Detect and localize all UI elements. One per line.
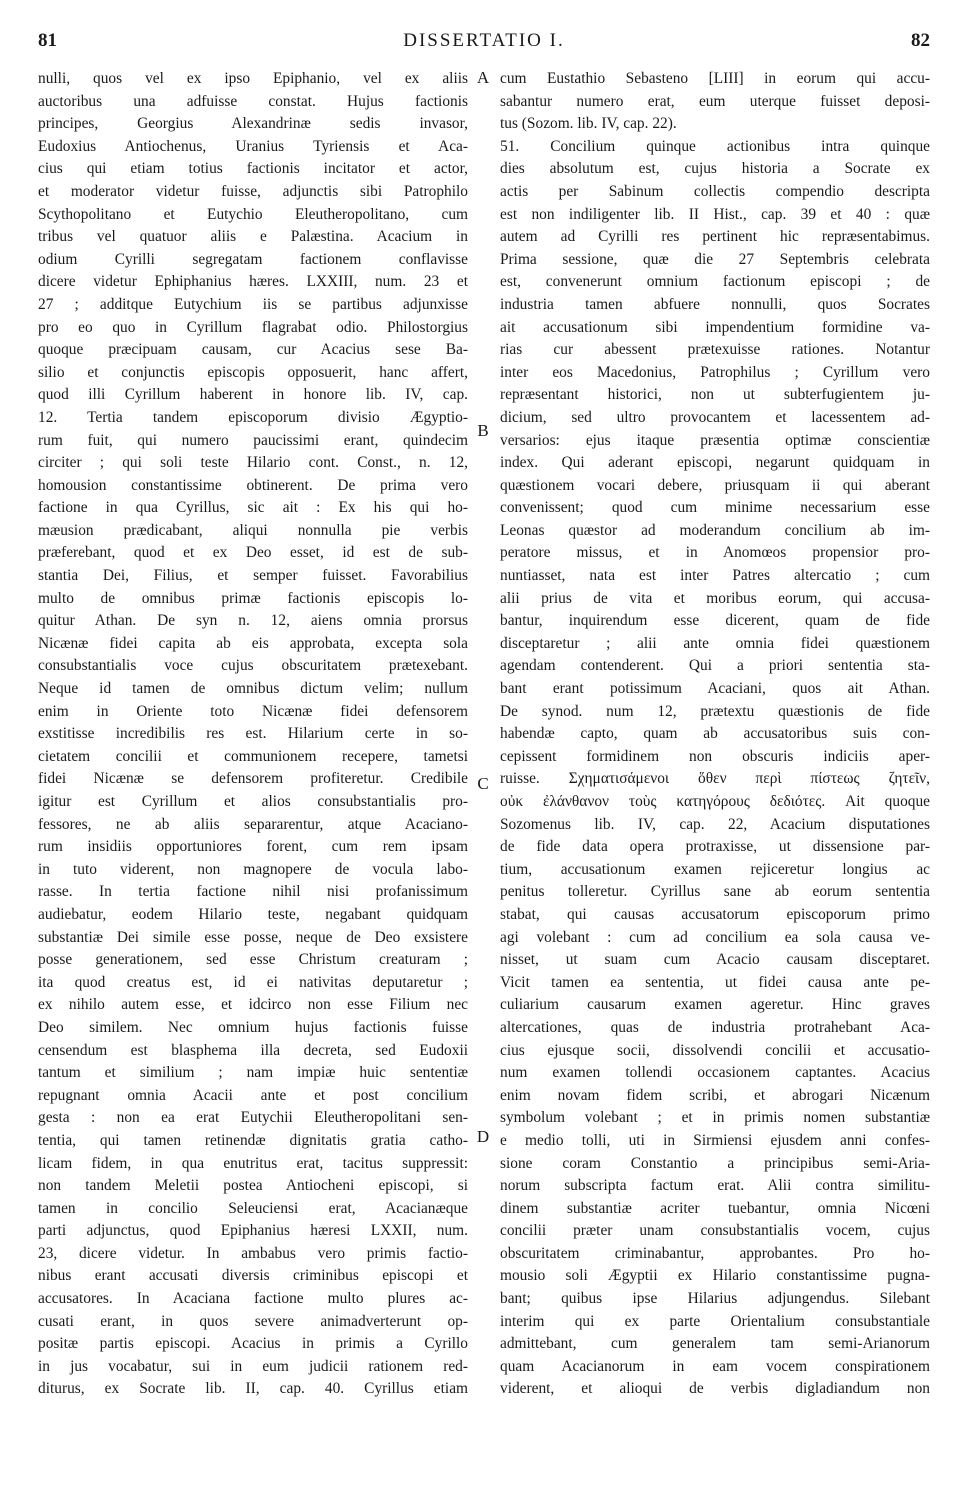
- text-line: concilii præter unam consubstantialis vocem, cujus: [500, 1222, 930, 1240]
- text-line: interim qui ex parte Orientalium consubstantiale: [500, 1312, 930, 1330]
- text-line: fessores, ne ab aliis separarentur, atque Acaciano-: [38, 815, 468, 833]
- text-line: bant; quibus ipse Hilarius adjungendus. Silebant: [500, 1290, 930, 1308]
- text-line: alii prius de vita et moribus eorum, qui accusa-: [500, 589, 930, 607]
- text-line: sabantur numero erat, eum uterque fuisset deposi-: [500, 92, 930, 110]
- text-line: diturus, ex Socrate lib. II, cap. 40. Cyrillus etiam: [38, 1380, 468, 1398]
- text-line: tantum et similium ; nam impiæ huic sententiæ: [38, 1064, 468, 1082]
- text-line: enim in Oriente toto Nicænæ fidei defensorem: [38, 702, 468, 720]
- text-line: igitur est Cyrillum et alios consubstantialis pro-: [38, 793, 468, 810]
- text-line: οὐκ ἐλάνθανον τοὺς κατηγόρους δεδιότες. Ait quoque: [500, 793, 930, 810]
- text-line: pro eo quo in Cyrillum flagrabat odio. Philostorgius: [38, 318, 468, 336]
- text-line: repugnant omnia Acacii ante et post concilium: [38, 1086, 468, 1104]
- text-line: altercationes, quas de industria protrahebant Aca-: [500, 1018, 930, 1036]
- text-line: stabat, qui causas accusatorum episcoporum primo: [500, 905, 930, 923]
- text-line: cum Eustathio Sebasteno [LIII] in eorum qui accu-: [500, 70, 930, 87]
- text-line: accusatores. In Acaciana factione multo plures ac-: [38, 1290, 468, 1308]
- text-line: odium Cyrilli segregatam factionem conflavisse: [38, 250, 468, 268]
- text-line: cius qui etiam totius factionis incitator et actor,: [38, 160, 468, 178]
- text-line: positæ partis episcopi. Acacius in primis a Cyrillo: [38, 1335, 468, 1353]
- text-line: agendam contenderent. Qui a priori sententia sta-: [500, 657, 930, 675]
- text-line: agi volebant : cum ad concilium ea sola causa ve-: [500, 928, 930, 946]
- text-line: nuntiasset, nata est inter Patres altercatio ; cum: [500, 567, 930, 585]
- text-line: quod illi Cyrillum haberent in honore lib. IV, cap.: [38, 386, 468, 404]
- text-line: Deo similem. Nec omnium hujus factionis fuisse: [38, 1018, 468, 1036]
- margin-marker-d: D: [476, 1127, 490, 1146]
- text-line: inter eos Macedonius, Patrophilus ; Cyrillum vero: [500, 363, 930, 381]
- text-line: 51. Concilium quinque actionibus intra quinque: [500, 137, 930, 155]
- text-line: ruisse. Σχηματισάμενοι ὅθεν περὶ πίστεως ζητεῖν,: [500, 770, 930, 788]
- text-line: admittebant, cum generalem tam semi-Arianorum: [500, 1335, 930, 1353]
- text-line: de fide data opera protraxisse, ut dissensione par-: [500, 838, 930, 856]
- right-page-number: 82: [911, 30, 930, 51]
- text-line: 23, dicere videtur. In ambabus vero primis factio-: [38, 1244, 468, 1262]
- text-line: exstitisse incredibilis res est. Hilarium certe in so-: [38, 725, 468, 743]
- text-line: licam fidem, in qua enutritus erat, tacitus suppressit:: [38, 1154, 468, 1172]
- text-line: cietatem concilii et communionem recepere, tametsi: [38, 747, 468, 765]
- text-line: tribus vel quatuor aliis e Palæstina. Acacium in: [38, 228, 468, 246]
- text-line: rasse. In tertia factione nihil nisi profanissimum: [38, 883, 468, 901]
- running-title: DISSERTATIO I.: [403, 30, 565, 51]
- text-line: tium, accusationum examen rejiceretur longius ac: [500, 860, 930, 878]
- text-line: consubstantialis voce cujus obscuritatem prætexebant.: [38, 657, 468, 675]
- text-line: dicium, sed ultro provocantem et lacessentem ad-: [500, 408, 930, 426]
- text-line: tus (Sozom. lib. IV, cap. 22).: [500, 115, 677, 133]
- text-line: Neque id tamen de omnibus dictum velim; nullum: [38, 680, 468, 698]
- text-line: index. Qui aderant episcopi, negarunt quidquam in: [500, 454, 930, 472]
- text-line: stantia Dei, Filius, et semper fuisset. Favorabilius: [38, 567, 468, 585]
- text-line: ita quod creatus est, id ei nativitas deputaretur ;: [38, 973, 468, 991]
- text-line: convenissent; quod cum minime necessarium esse: [500, 499, 930, 517]
- text-line: 12. Tertia tandem episcoporum divisio Ægyptio-: [38, 408, 468, 426]
- text-line: cepissent formidinem non obscuris indiciis aper-: [500, 747, 930, 765]
- text-line: homousion constantissime obtinerent. De prima vero: [38, 476, 468, 494]
- text-line: posse generationem, sed esse Christum creaturam ;: [38, 951, 468, 969]
- text-line: Leonas quæstor ad moderandum concilium ab im-: [500, 521, 930, 539]
- text-line: nisset, ut suam cum Acacio causam disceptaret.: [500, 951, 930, 969]
- text-line: dies absolutum est, cujus historia a Socrate ex: [500, 160, 930, 178]
- text-line: cius ejusque socii, dissolvendi concilii et accusatio-: [500, 1041, 930, 1059]
- text-line: symbolum volebant ; et in primis nomen substantiæ: [500, 1109, 930, 1127]
- text-line: disceptaretur ; alii ante omnia fidei quæstionem: [500, 634, 930, 652]
- text-line: versarios: ejus itaque præsentia optimæ conscientiæ: [500, 431, 930, 449]
- text-line: tamen in concilio Seleuciensi erat, Acacianæque: [38, 1199, 468, 1217]
- text-line: Nicænæ fidei capita ab eis approbata, excepta sola: [38, 634, 468, 652]
- text-line: censendum est blasphema illa decreta, sed Eudoxii: [38, 1041, 468, 1059]
- text-line: Eudoxius Antiochenus, Uranius Tyriensis et Aca-: [38, 137, 468, 155]
- text-line: gesta : non ea erat Eutychii Eleutheropolitani sen-: [38, 1109, 468, 1127]
- text-line: circiter ; qui soli teste Hilario cont. Const., n. 12,: [38, 454, 468, 472]
- text-line: repræsentant historici, non ut subterfugientem ju-: [500, 386, 930, 404]
- text-line: fidei Nicænæ se defensorem profiteretur. Credibile: [38, 770, 468, 788]
- text-line: quoque præcipuam causam, cur Acacius sese Ba-: [38, 341, 468, 359]
- text-line: penitus tolleretur. Cyrillus sane ab eorum sententia: [500, 883, 930, 901]
- text-line: norum subscripta factum erat. Alii contra similitu-: [500, 1177, 930, 1195]
- text-line: peratore missus, et in Anomœos propensior pro-: [500, 544, 930, 562]
- text-line: parti adjunctus, quod Epiphanius hæresi LXXII, num.: [38, 1222, 468, 1240]
- text-line: ait accusationum sibi impendentium formidine va-: [500, 318, 930, 336]
- text-line: 27 ; additque Eutychium iis se partibus adjunxisse: [38, 295, 468, 313]
- text-line: Sozomenus lib. IV, cap. 22, Acacium disputationes: [500, 815, 930, 833]
- text-line: auctoribus una adfuisse constat. Hujus factionis: [38, 92, 468, 110]
- left-text-column: [38, 68, 468, 1401]
- text-line: nibus erant accusati diversis criminibus episcopi et: [38, 1267, 468, 1285]
- text-line: præferebant, quod et ex Deo esset, id est de sub-: [38, 544, 468, 562]
- text-line: nulli, quos vel ex ipso Epiphanio, vel ex aliis: [38, 70, 468, 87]
- text-line: quam Acacianorum in eam vocem conspirationem: [500, 1357, 930, 1375]
- text-line: tentia, qui tamen retinendæ dignitatis gratia catho-: [38, 1131, 468, 1149]
- text-line: sione coram Constantio a principibus semi-Aria-: [500, 1154, 930, 1172]
- text-line: quæstionem vocari debere, priusquam ii qui aberant: [500, 476, 930, 494]
- text-line: factione in qua Cyrillus, sic ait : Ex his qui ho-: [38, 499, 468, 517]
- left-page-number: 81: [38, 30, 57, 51]
- text-line: quitur Athan. De syn n. 12, aiens omnia prorsus: [38, 612, 468, 630]
- text-line: rum insidiis opportuniores forent, cum rem ipsam: [38, 838, 468, 856]
- text-line: et moderator videtur fuisse, adjunctis sibi Patrophilo: [38, 182, 468, 200]
- text-line: in jus vocabatur, sui in eum judicii rationem red-: [38, 1357, 468, 1375]
- text-line: habendæ capto, quam ab accusatoribus suis con-: [500, 725, 930, 743]
- text-line: autem ad Cyrilli res pertinent hic repræsentabimus.: [500, 228, 930, 246]
- right-text-column: [500, 68, 930, 1401]
- text-line: audiebatur, eodem Hilario teste, negabant quidquam: [38, 905, 468, 923]
- text-line: ex nihilo autem esse, et idcirco non esse Filium nec: [38, 996, 468, 1014]
- text-line: mæusion prædicabant, aliqui nonnulla pie verbis: [38, 521, 468, 539]
- text-line: Scythopolitano et Eutychio Eleutheropolitano, cum: [38, 205, 468, 223]
- text-line: mousio soli Ægyptii ex Hilario constantissime pugna-: [500, 1267, 930, 1285]
- text-line: bantur, inquirendum esse dicerent, quam de fide: [500, 612, 930, 630]
- text-line: non tandem Meletii postea Antiocheni episcopi, si: [38, 1177, 468, 1195]
- text-line: De synod. num 12, prætextu quæstionis de fide: [500, 702, 930, 720]
- text-line: est, convenerunt omnium factionum episcopi ; de: [500, 273, 930, 291]
- margin-marker-a: A: [476, 68, 490, 87]
- text-line: principes, Georgius Alexandrinæ sedis invasor,: [38, 115, 468, 133]
- text-line: enim novam fidem scribi, et abrogari Nicænum: [500, 1086, 930, 1104]
- text-line: rias cur abessent prætexuisse rationes. Notantur: [500, 341, 930, 359]
- text-line: cusati erant, in quos severe animadverterunt op-: [38, 1312, 468, 1330]
- text-line: viderent, et alioqui de verbis digladiandum non: [500, 1380, 930, 1398]
- text-line: Prima sessione, quæ die 27 Septembris celebrata: [500, 250, 930, 268]
- running-header: [38, 30, 930, 58]
- text-line: substantiæ Dei simile esse posse, neque de Deo exsistere: [38, 928, 468, 946]
- text-line: silio et conjunctis episcopis opposuerit, hanc affert,: [38, 363, 468, 381]
- margin-marker-b: B: [477, 421, 489, 440]
- text-line: e medio tolli, uti in Sirmiensi ejusdem anni confes-: [500, 1131, 930, 1149]
- text-line: culiarium causarum examen ageretur. Hinc graves: [500, 996, 930, 1014]
- text-line: multo de omnibus primæ factionis episcopis lo-: [38, 589, 468, 607]
- text-line: actis per Sabinum collectis compendio descripta: [500, 182, 930, 200]
- text-line: Vicit tamen ea sententia, ut fidei causa ante pe-: [500, 973, 930, 991]
- text-line: est non indiligenter lib. II Hist., cap. 39 et 40 : quæ: [500, 205, 930, 223]
- margin-marker-c: C: [477, 774, 489, 793]
- text-line: obscuritatem criminabantur, approbantes. Pro ho-: [500, 1244, 930, 1262]
- text-line: in tuto viderent, non magnopere de vocula labo-: [38, 860, 468, 878]
- text-line: dicere videtur Ephiphanius hæres. LXXIII, num. 23 et: [38, 273, 468, 291]
- text-line: num examen tollendi occasionem captantes. Acacius: [500, 1064, 930, 1082]
- text-line: rum fuit, qui numero paucissimi erant, quindecim: [38, 431, 468, 449]
- text-line: bant erant potissimum Acaciani, quos ait Athan.: [500, 680, 930, 698]
- text-line: dinem substantiæ acriter tuebantur, omnia Nicœni: [500, 1199, 930, 1217]
- text-line: industria tamen abfuere nonnulli, quos Socrates: [500, 295, 930, 313]
